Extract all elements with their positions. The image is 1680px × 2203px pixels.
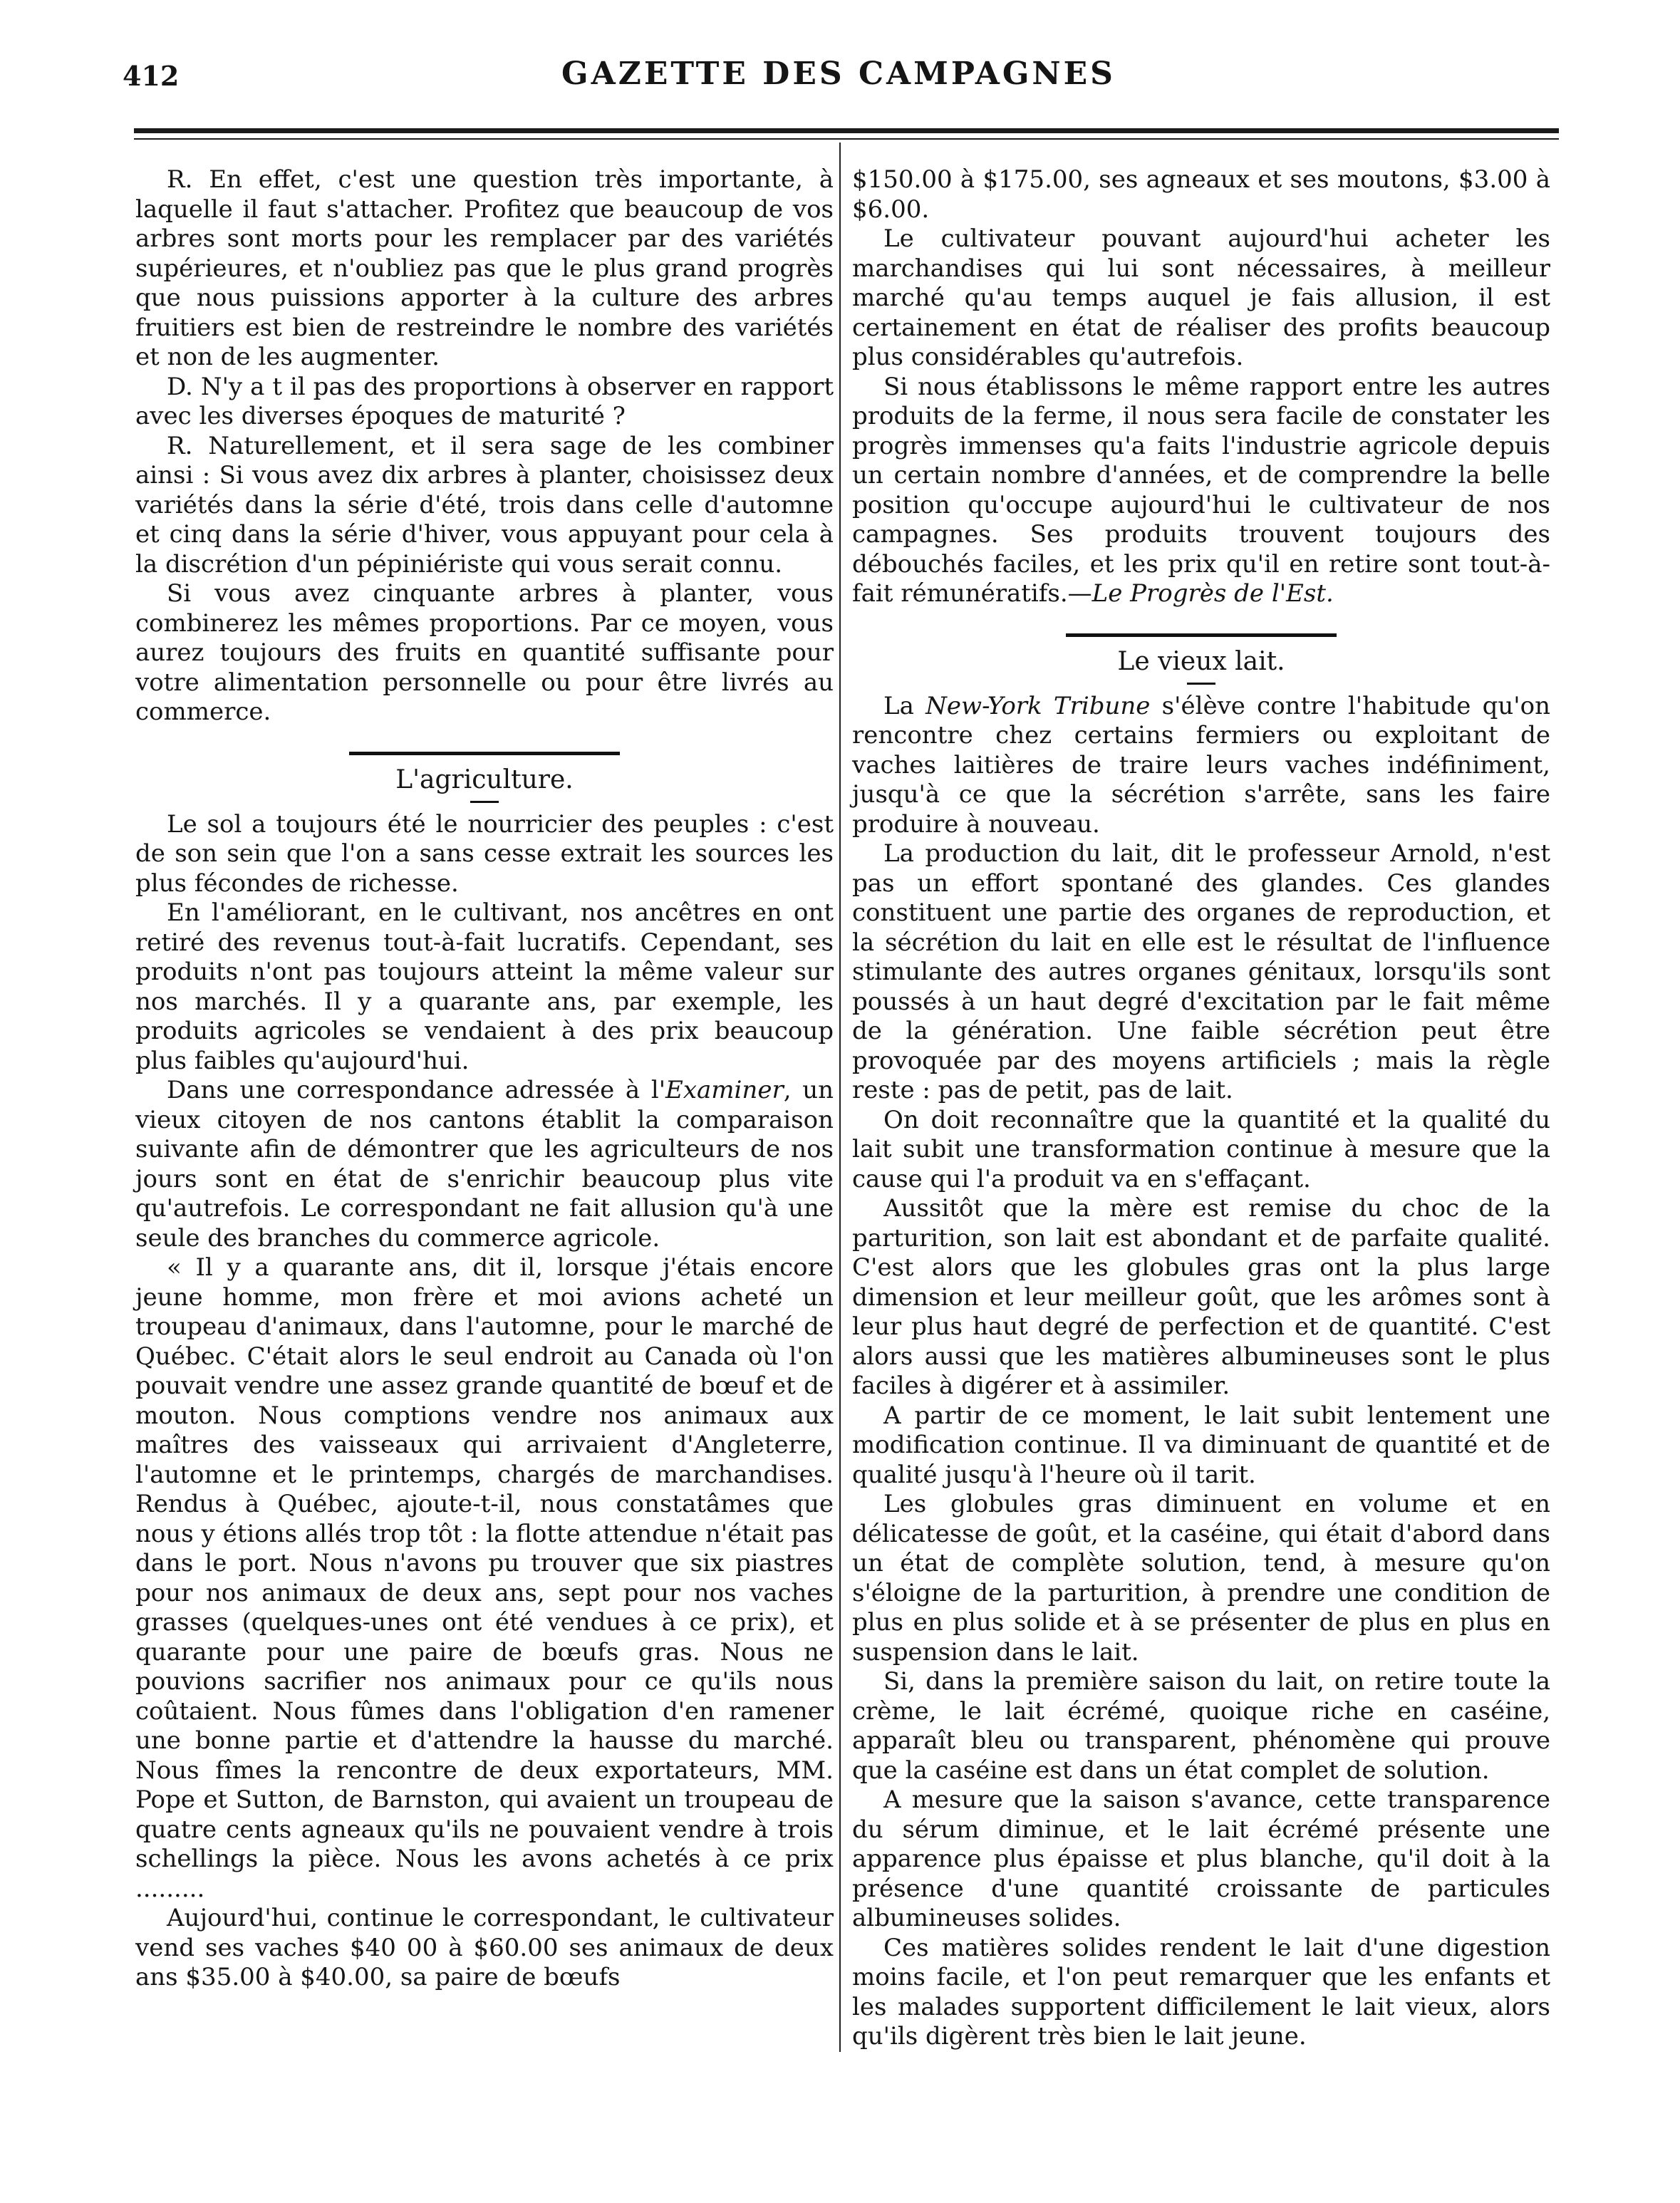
paragraph: Ces matières solides rendent le lait d'une digestion moins facile, et l'on peut remarquer que les enfants et les malades supportent difficilement le lait vieux, alors qu'ils digèrent très bien le lait jeune. (852, 1933, 1550, 2051)
paragraph-text: Dans une correspondance adressée à l' (167, 1076, 666, 1104)
paragraph: Le cultivateur pouvant aujourd'hui acheter les marchandises qui lui sont nécessaires, à meilleur marché qu'au temps auquel je fais allusion, il est certainement en état de réaliser des profits beaucoup plus considérables qu'autrefois. (852, 224, 1550, 371)
paragraph-text: La (883, 691, 926, 720)
publication-name: New-York Tribune (925, 691, 1151, 720)
paragraph: Si vous avez cinquante arbres à planter, vous combinerez les mêmes proportions. Par ce moyen, vous aurez toujours des fruits en quantité suffisante pour votre alimentation personnelle ou pour être livrés au commerce. (135, 579, 834, 726)
paragraph: Aussitôt que la mère est remise du choc de la parturition, son lait est abondant et de parfaite qualité. C'est alors que les globules gras ont la plus large dimension et leur meilleur goût, que les arômes sont à leur plus haut degré de perfection et de quantité. C'est alors aussi que les matières albumineuses sont le plus faciles à digérer et à assimiler. (852, 1194, 1550, 1400)
source-credit: Le Progrès de l'Est. (1092, 579, 1334, 608)
paragraph: R. En effet, c'est une question très importante, à laquelle il faut s'attacher. Profitez que beaucoup de vos arbres sont morts pour les remplacer par des variétés supérieures, et n'oubliez pas que le plus grand progrès que nous puissions apporter à la culture des arbres fruitiers est bien de restreindre le nombre des variétés et non de les augmenter. (135, 165, 834, 371)
paragraph: D. N'y a t il pas des proportions à observer en rapport avec les diverses époques de maturité ? (135, 372, 834, 430)
paragraph: A mesure que la saison s'avance, cette transparence du sérum diminue, et le lait écrémé présente une apparence plus épaisse et plus blanche, qu'il doit à la présence d'une quantité croissante de particules albumineuses solides. (852, 1785, 1550, 1932)
paragraph: La production du lait, dit le professeur Arnold, n'est pas un effort spontané des glandes. Ces glandes constituent une partie des organes de reproduction, et la sécrétion du lait en elle est le résultat de l'influence stimulante des autres organes génitaux, lorsqu'ils sont poussés à un haut degré d'excitation par le fait même de la génération. Une faible sécrétion peut être provoquée par des moyens artificiels ; mais la règle reste : pas de petit, pas de lait. (852, 839, 1550, 1104)
column-divider (839, 142, 841, 2052)
right-column (852, 165, 1550, 2052)
paragraph: Si, dans la première saison du lait, on retire toute la crème, le lait écrémé, quoique riche en caséine, apparaît bleu ou transparent, phénomène qui prouve que la caséine est dans un état complet de solution. (852, 1667, 1550, 1785)
section-rule (1066, 633, 1337, 637)
paragraph (852, 373, 1550, 609)
paragraph-text: Si nous établissons le même rapport entre les autres produits de la ferme, il nous sera facile de constater les progrès immenses qu'a faits l'industrie agricole depuis un certain nombre d'années, et de comprendre la belle position qu'occupe aujourd'hui le cultivateur de nos campagnes. Ses produits trouvent toujours des débouchés faciles, et les prix qu'il en retire sont tout-à-fait rémunératifs.— (852, 372, 1550, 608)
paragraph: En l'améliorant, en le cultivant, nos ancêtres en ont retiré des revenus tout-à-fait lucratifs. Cependant, ses produits n'ont pas toujours atteint la même valeur sur nos marchés. Il y a quarante ans, par exemple, les produits agricoles se vendaient à des prix beaucoup plus faibles qu'aujourd'hui. (135, 898, 834, 1075)
masthead-title: GAZETTE DES CAMPAGNES (561, 56, 1116, 92)
paragraph: On doit reconnaître que la quantité et la qualité du lait subit une transformation continue à mesure que la cause qui l'a produit va en s'effaçant. (852, 1105, 1550, 1193)
section-rule (349, 752, 620, 755)
page-header (123, 54, 1555, 104)
section-title-vieux-lait: Le vieux lait. (1117, 646, 1285, 676)
paragraph-text: s'élève contre l'habitude qu'on rencontre chez certains fermiers ou exploitant de vaches laitières de traire leurs vaches indéfiniment, jusqu'à ce que la sécrétion s'arrête, sans les faire produire à nouveau. (852, 691, 1550, 839)
header-rule-thick (134, 128, 1559, 133)
page-number: 412 (123, 60, 180, 92)
paragraph: Le sol a toujours été le nourricier des peuples : c'est de son sein que l'on a sans cesse extrait les sources les plus fécondes de richesse. (135, 809, 834, 898)
paragraph (852, 692, 1550, 840)
publication-name: Examiner (665, 1076, 784, 1104)
paragraph: « Il y a quarante ans, dit il, lorsque j'étais encore jeune homme, mon frère et moi avions acheté un troupeau d'animaux, dans l'automne, pour le marché de Québec. C'était alors le seul endroit au Canada où l'on pouvait vendre une assez grande quantité de bœuf et de mouton. Nous comptions vendre nos animaux aux maîtres des vaisseaux qui arrivaient d'Angleterre, l'automne et le printemps, chargés de marchandises. Rendus à Québec, ajoute-t-il, nous constatâmes que nous y étions allés trop tôt : la flotte attendue n'était pas dans le port. Nous n'avons pu trouver que six piastres pour nos animaux de deux ans, sept pour nos vaches grasses (quelques-unes ont été vendues à ce prix), et quarante pour une paire de bœufs gras. Nous ne pouvions sacrifier nos animaux pour ce qu'ils nous coûtaient. Nous fûmes dans l'obligation d'en ramener une bonne partie et d'attendre la hausse du marché. Nous fîmes la rencontre de deux exportateurs, MM. Pope et Sutton, de Barnston, qui avaient un troupeau de quatre cents agneaux qu'ils ne pouvaient vendre à trois schellings la pièce. Nous les avons achetés à ce prix ......... (135, 1253, 834, 1903)
section-title-agriculture: L'agriculture. (395, 764, 574, 794)
paragraph (135, 1076, 834, 1253)
header-rule-thin (134, 138, 1559, 140)
paragraph: A partir de ce moment, le lait subit lentement une modification continue. Il va diminuant de quantité et de qualité jusqu'à l'heure où il tarit. (852, 1401, 1550, 1489)
paragraph: Aujourd'hui, continue le correspondant, le cultivateur vend ses vaches $40 00 à $60.00 ses animaux de deux ans $35.00 à $40.00, sa paire de bœufs (135, 1904, 834, 1991)
paragraph-text: , un vieux citoyen de nos cantons établit la comparaison suivante afin de démontrer que les agriculteurs de nos jours sont en état de s'enrichir beaucoup plus vite qu'autrefois. Le correspondant ne fait allusion qu'à une seule des branches du commerce agricole. (135, 1076, 834, 1253)
title-dash (470, 801, 499, 803)
paragraph: $150.00 à $175.00, ses agneaux et ses moutons, $3.00 à $6.00. (852, 165, 1550, 224)
title-dash (1187, 683, 1215, 685)
paragraph: R. Naturellement, et il sera sage de les combiner ainsi : Si vous avez dix arbres à planter, choisissez deux variétés dans la série d'été, trois dans celle d'automne et cinq dans la série d'hiver, vous appuyant pour cela à la discrétion d'un pépiniériste qui vous serait connu. (135, 431, 834, 579)
paragraph: Les globules gras diminuent en volume et en délicatesse de goût, et la caséine, qui était d'abord dans un état de complète solution, tend, à mesure qu'on s'éloigne de la parturition, à prendre une condition de plus en plus solide et à se présenter de plus en plus en suspension dans le lait. (852, 1490, 1550, 1666)
left-column (135, 165, 834, 1993)
